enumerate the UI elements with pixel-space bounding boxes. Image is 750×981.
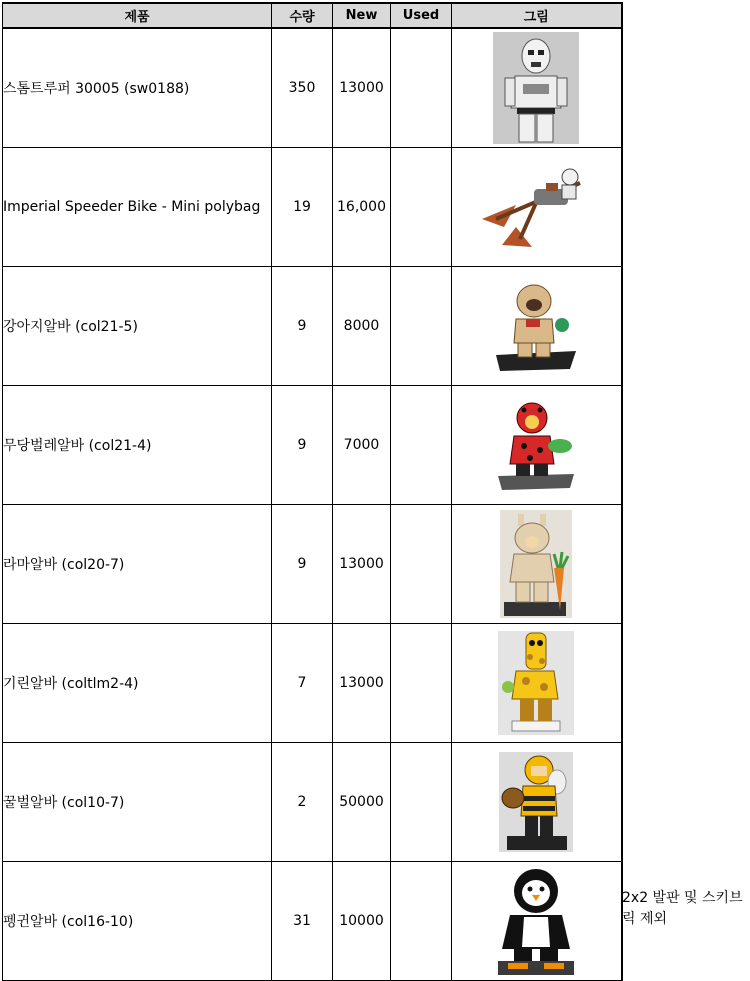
pug-costume-minifigure-icon <box>496 281 576 371</box>
used-price-cell <box>391 267 452 386</box>
table-row <box>3 148 622 267</box>
used-price-cell <box>391 743 452 862</box>
header-new: New <box>333 3 391 28</box>
qty-cell: 19 <box>272 148 333 267</box>
used-price-cell <box>391 505 452 624</box>
product-name: 라마알바 (col20-7) <box>3 505 272 624</box>
product-name: 강아지알바 (col21-5) <box>3 267 272 386</box>
qty-cell: 9 <box>272 386 333 505</box>
product-name: 기린알바 (coltlm2-4) <box>3 624 272 743</box>
header-product: 제품 <box>3 3 272 28</box>
new-price-cell: 16,000 <box>333 148 391 267</box>
header-image: 그림 <box>452 3 622 28</box>
table-row <box>3 624 622 743</box>
product-name: 무당벌레알바 (col21-4) <box>3 386 272 505</box>
new-price-cell: 13000 <box>333 505 391 624</box>
image-cell <box>452 28 622 148</box>
table-row <box>3 862 622 981</box>
table-row <box>3 743 622 862</box>
new-price-cell: 13000 <box>333 624 391 743</box>
stormtrooper-minifigure-icon <box>493 32 579 144</box>
product-name: 펭귄알바 (col16-10) <box>3 862 272 981</box>
image-cell <box>452 267 622 386</box>
ladybug-costume-minifigure-icon <box>496 400 576 490</box>
qty-cell: 2 <box>272 743 333 862</box>
product-name: 스톰트루퍼 30005 (sw0188) <box>3 28 272 148</box>
qty-cell: 7 <box>272 624 333 743</box>
product-name: Imperial Speeder Bike - Mini polybag <box>3 148 272 267</box>
new-price-cell: 10000 <box>333 862 391 981</box>
table-row <box>3 505 622 624</box>
header-qty: 수량 <box>272 3 333 28</box>
header-row <box>3 3 622 28</box>
product-table <box>2 2 623 981</box>
header-used: Used <box>391 3 452 28</box>
used-price-cell <box>391 862 452 981</box>
table-row <box>3 267 622 386</box>
penguin-costume-minifigure-icon <box>488 865 584 977</box>
bee-costume-minifigure-icon <box>499 752 573 852</box>
product-name: 꿀벌알바 (col10-7) <box>3 743 272 862</box>
speeder-bike-icon <box>476 163 596 251</box>
qty-cell: 350 <box>272 28 333 148</box>
image-cell <box>452 743 622 862</box>
llama-costume-minifigure-icon <box>500 510 572 618</box>
image-cell <box>452 386 622 505</box>
new-price-cell: 7000 <box>333 386 391 505</box>
image-cell <box>452 505 622 624</box>
new-price-cell: 50000 <box>333 743 391 862</box>
image-cell <box>452 862 622 981</box>
used-price-cell <box>391 386 452 505</box>
qty-cell: 9 <box>272 267 333 386</box>
image-cell <box>452 148 622 267</box>
new-price-cell: 13000 <box>333 28 391 148</box>
exclusion-note: 2x2 발판 및 스키브릭 제외 <box>622 890 743 927</box>
giraffe-costume-minifigure-icon <box>498 631 574 735</box>
used-price-cell <box>391 28 452 148</box>
used-price-cell <box>391 624 452 743</box>
qty-cell: 9 <box>272 505 333 624</box>
table-row <box>3 28 622 148</box>
qty-cell: 31 <box>272 862 333 981</box>
table-row <box>3 386 622 505</box>
new-price-cell: 8000 <box>333 267 391 386</box>
image-cell <box>452 624 622 743</box>
used-price-cell <box>391 148 452 267</box>
